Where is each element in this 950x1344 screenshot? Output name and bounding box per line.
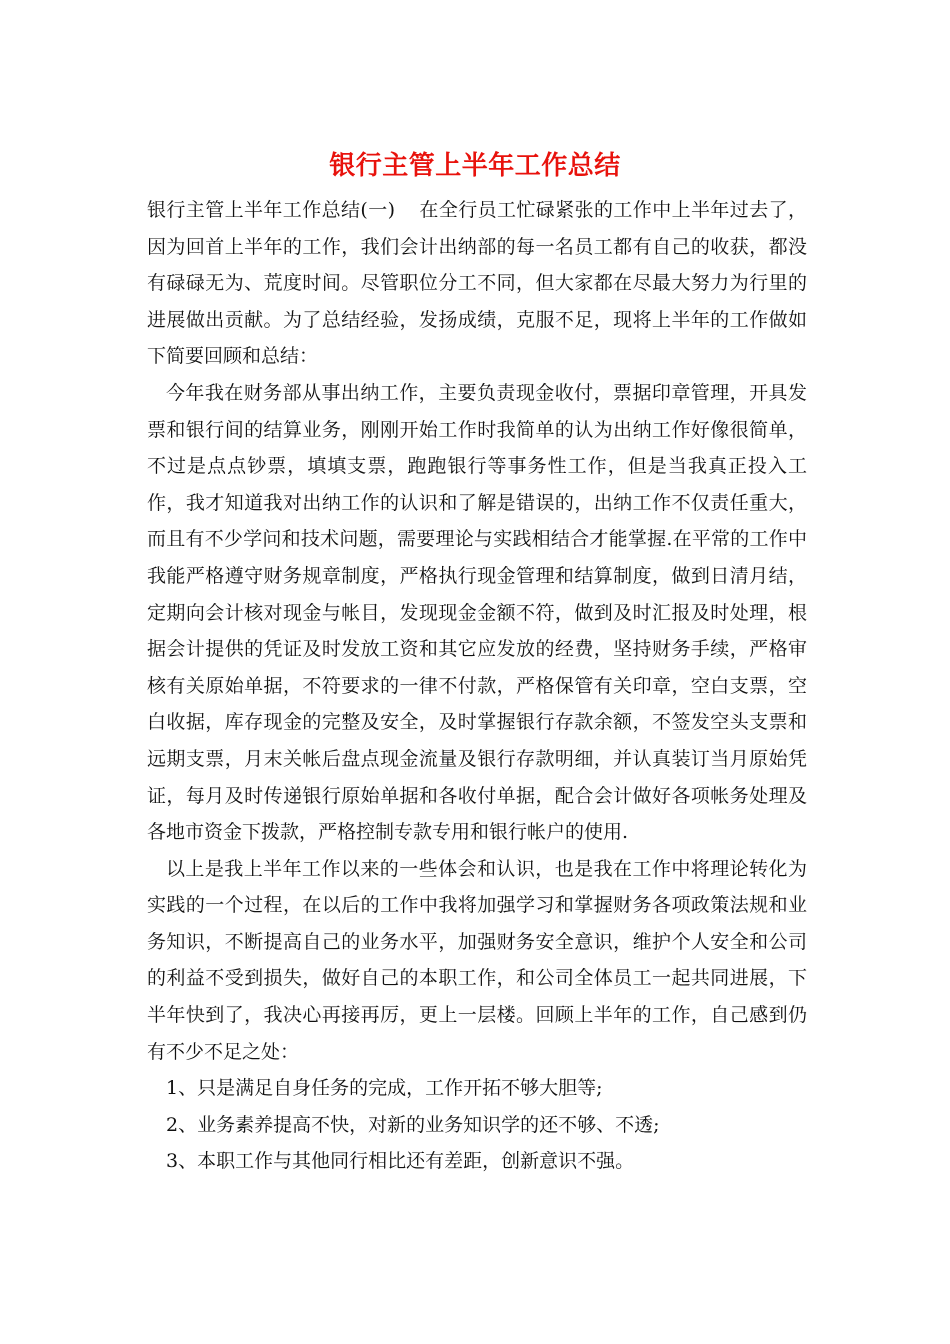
body-paragraph-2: 以上是我上半年工作以来的一些体会和认识，也是我在工作中将理论转化为实践的一个过程，在以后的工作中我将加强学习和掌握财务各项政策法规和业务知识，不断提高自己的业务水平，加强财务安全意识，维护个人安全和公司的利益不受到损失，做好自己的本职工作，和公司全体员工一起共同进展，下半年快到了，我决心再接再厉，更上一层楼。回顾上半年的工作，自己感到仍有不少不足之处： — [147, 857, 807, 1063]
document-title: 银行主管上半年工作总结 — [329, 151, 621, 181]
list-item-2: 2、业务素养提高不快，对新的业务知识学的还不够、不透; — [166, 1113, 660, 1136]
intro-lead: 银行主管上半年工作总结(一) — [147, 199, 396, 221]
intro-paragraph — [147, 192, 807, 375]
intro-text: 在全行员工忙碌紧张的工作中上半年过去了，因为回首上半年的工作，我们会计出纳部的每一名员工都有自己的收获，都没有碌碌无为、荒度时间。尽管职位分工不同，但大家都在尽最大努力为行里的进展做出贡献。为了总结经验，发扬成绩，克服不足，现将上半年的工作做如下简要回顾和总结： — [147, 199, 807, 368]
list-item-3: 3、本职工作与其他同行相比还有差距，创新意识不强。 — [166, 1150, 635, 1173]
body-paragraph-1: 今年我在财务部从事出纳工作，主要负责现金收付，票据印章管理，开具发票和银行间的结算业务，刚刚开始工作时我简单的认为出纳工作好像很简单，不过是点点钞票，填填支票，跑跑银行等事务性工作，但是当我真正投入工作，我才知道我对出纳工作的认识和了解是错误的，出纳工作不仅责任重大，而且有不少学问和技术问题，需要理论与实践相结合才能掌握.在平常的工作中我能严格遵守财务规章制度，严格执行现金管理和结算制度，做到日清月结，定期向会计核对现金与帐目，发现现金金额不符，做到及时汇报及时处理，根据会计提供的凭证及时发放工资和其它应发放的经费，坚持财务手续，严格审核有关原始单据，不符要求的一律不付款，严格保管有关印章，空白支票，空白收据，库存现金的完整及安全，及时掌握银行存款余额，不签发空头支票和远期支票，月末关帐后盘点现金流量及银行存款明细，并认真装订当月原始凭证，每月及时传递银行原始单据和各收付单据，配合会计做好各项帐务处理及各地市资金下拨款，严格控制专款专用和银行帐户的使用. — [147, 381, 807, 844]
document-body — [147, 192, 807, 1180]
list-item-1: 1、只是满足自身任务的完成，工作开拓不够大胆等; — [166, 1077, 603, 1100]
